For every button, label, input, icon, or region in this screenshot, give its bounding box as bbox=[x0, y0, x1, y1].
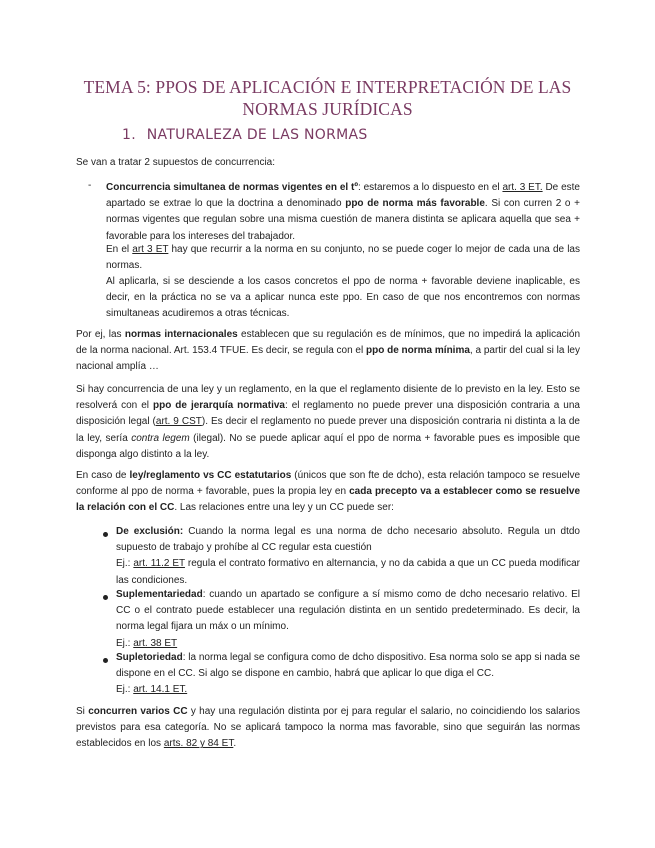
bold-span: cada precepto va a establecer como se resuelve la relación con el CC bbox=[76, 486, 580, 514]
section-title: NATURALEZA DE LAS NORMAS bbox=[146, 127, 368, 143]
concurrencia-p2 bbox=[106, 242, 580, 274]
bold-span: ley/reglamento vs CC estatutarios bbox=[129, 470, 292, 481]
text-span: y hay una regulación distinta por ej para regular el salario, no coincidiendo los salarios previstos para esa categoría. No se aplicará tampoco la norma mas favorable, sino que seguirán las normas establecidos en los bbox=[76, 706, 580, 750]
ref-art-3-et-2: art 3 ET bbox=[132, 244, 169, 255]
text-span: Si bbox=[76, 706, 89, 717]
bold-span: concurren varios CC bbox=[88, 706, 188, 717]
ref-art-14-1-et: art. 14.1 ET. bbox=[133, 684, 188, 696]
bold-span: ppo de jerarquía normativa bbox=[152, 400, 285, 412]
concurrencia-item bbox=[106, 180, 580, 245]
bullet-icon bbox=[103, 595, 108, 600]
text-span: . bbox=[233, 738, 237, 750]
text-span: hay que recurrir a la norma en su conjunto, no se puede coger lo mejor de cada una de las normas. bbox=[106, 244, 580, 272]
internacional-paragraph bbox=[76, 327, 580, 376]
bold-span: normas internacionales bbox=[124, 329, 238, 340]
bullet-item-suplementariedad bbox=[116, 587, 580, 652]
text-span: Ej.: bbox=[116, 684, 134, 696]
text-span: : la norma legal se configura como de dcho dispositivo. Esa norma solo se app si nada se dispone en el CC. Si algo se dispone en cambio, habrá que aplicar lo que diga el CC. bbox=[116, 652, 580, 680]
section-heading bbox=[122, 127, 368, 143]
text-span: Por ej, las bbox=[76, 329, 125, 340]
text-span: En caso de bbox=[76, 470, 130, 481]
text-span: Cuando la norma legal es una norma de dcho necesario absoluto. Regula un dtdo supuesto de trabajo y prohíbe al CC regular esta cuestión bbox=[116, 526, 580, 554]
bullet-icon bbox=[103, 532, 108, 537]
title-line-2: NORMAS JURÍDICAS bbox=[242, 99, 413, 119]
text-span: : cuando un apartado se configure a sí mismo como de dcho necesario relativo. El CC o el contrato puede establecer una regulación distinta en un sentido predeterminado. Es decir, la norma legal fijara un máx o un mínimo. bbox=[116, 589, 580, 633]
concurrencia-p3: Al aplicarla, si se desciende a los casos concretos el ppo de norma + favorable deviene inaplicable, es decir, en la práctica no se va a aplicar nunca este ppo. En caso de que nos encontremos con normas simultaneas acudiremos a otras técnicas. bbox=[106, 276, 580, 320]
ref-arts-82-84-et: arts. 82 y 84 ET bbox=[163, 738, 234, 750]
text-span: . Las relaciones entre una ley y un CC puede ser: bbox=[174, 502, 394, 514]
text-span: De este apartado se extrae lo que la doctrina a denominado bbox=[106, 182, 580, 210]
section-number: 1. bbox=[122, 127, 136, 143]
bold-span: Supletoriedad bbox=[116, 652, 183, 663]
ref-art-11-2-et: art. 11.2 ET bbox=[133, 558, 185, 570]
text-span: ). Es decir el reglamento no puede prever una disposición contraria ni distinta a la de la ley, sería bbox=[76, 416, 580, 444]
text-span: . Si con curren 2 o + normas vigentes que regulan sobre una misma cuestión de manera distinta se aplicara aquella que sea + favorable para los intereses del trabajador. bbox=[106, 198, 580, 242]
cc-paragraph bbox=[76, 468, 580, 517]
text-span: En el bbox=[106, 244, 133, 255]
text-span: establecen que su regulación es de mínimos, que no impedirá la aplicación de la norma nacional. Art. 153.4 TFUE. Es decir, se regula con el bbox=[76, 329, 580, 357]
text-span: (únicos que son fte de dcho), esta relación tampoco se resuelve conforme al ppo de norma + favorable, pues la propia ley en bbox=[76, 470, 581, 498]
bold-span: De exclusión: bbox=[116, 526, 184, 537]
reglamento-paragraph bbox=[76, 382, 580, 463]
text-span: (ilegal). No se puede aplicar aquí el ppo de norma + favorable pues es imposible que disponga algo distinto a la ley. bbox=[76, 432, 581, 460]
bold-span: Suplementariedad bbox=[116, 589, 203, 600]
document-title bbox=[60, 76, 595, 120]
text-span: : el reglamento no puede prever una disposición contraria a una disposición legal ( bbox=[76, 400, 580, 428]
bullet-item-exclusion bbox=[116, 524, 580, 589]
ppo-norma-mas-favorable: ppo de norma más favorable bbox=[345, 198, 485, 210]
text-span: , a partir del cual si la ley nacional amplía … bbox=[76, 345, 580, 373]
text-span: Ej.: bbox=[116, 637, 134, 649]
title-line-1: TEMA 5: PPOS DE APLICACIÓN E INTERPRETACIÓN DE LAS bbox=[83, 77, 572, 97]
ref-art-9-cst: art. 9 CST bbox=[155, 416, 202, 428]
text-span: Si hay concurrencia de una ley y un reglamento, en la que el reglamento disiente de lo previsto en la ley. Esto se resolverá con el bbox=[76, 384, 580, 412]
ref-art-3-et: art. 3 ET. bbox=[502, 182, 543, 193]
bullet-item-supletoriedad bbox=[116, 650, 580, 699]
intro-paragraph: Se van a tratar 2 supuestos de concurrencia: bbox=[76, 157, 276, 168]
varios-cc-paragraph bbox=[76, 704, 580, 753]
text-span: : estaremos a lo dispuesto en el bbox=[358, 182, 503, 193]
italic-span: contra legem bbox=[131, 432, 190, 444]
ref-art-38-et: art. 38 ET bbox=[133, 637, 178, 649]
concurrencia-bold: Concurrencia simultanea de normas vigentes en el tº bbox=[106, 182, 358, 193]
bold-span: ppo de norma mínima bbox=[366, 345, 470, 357]
bullet-icon bbox=[103, 658, 108, 663]
list-dash: - bbox=[88, 180, 92, 191]
text-span: Ej.: bbox=[116, 558, 134, 570]
text-span: regula el contrato formativo en alternancia, y no da cabida a que un CC pueda modificar las condiciones. bbox=[116, 558, 581, 586]
